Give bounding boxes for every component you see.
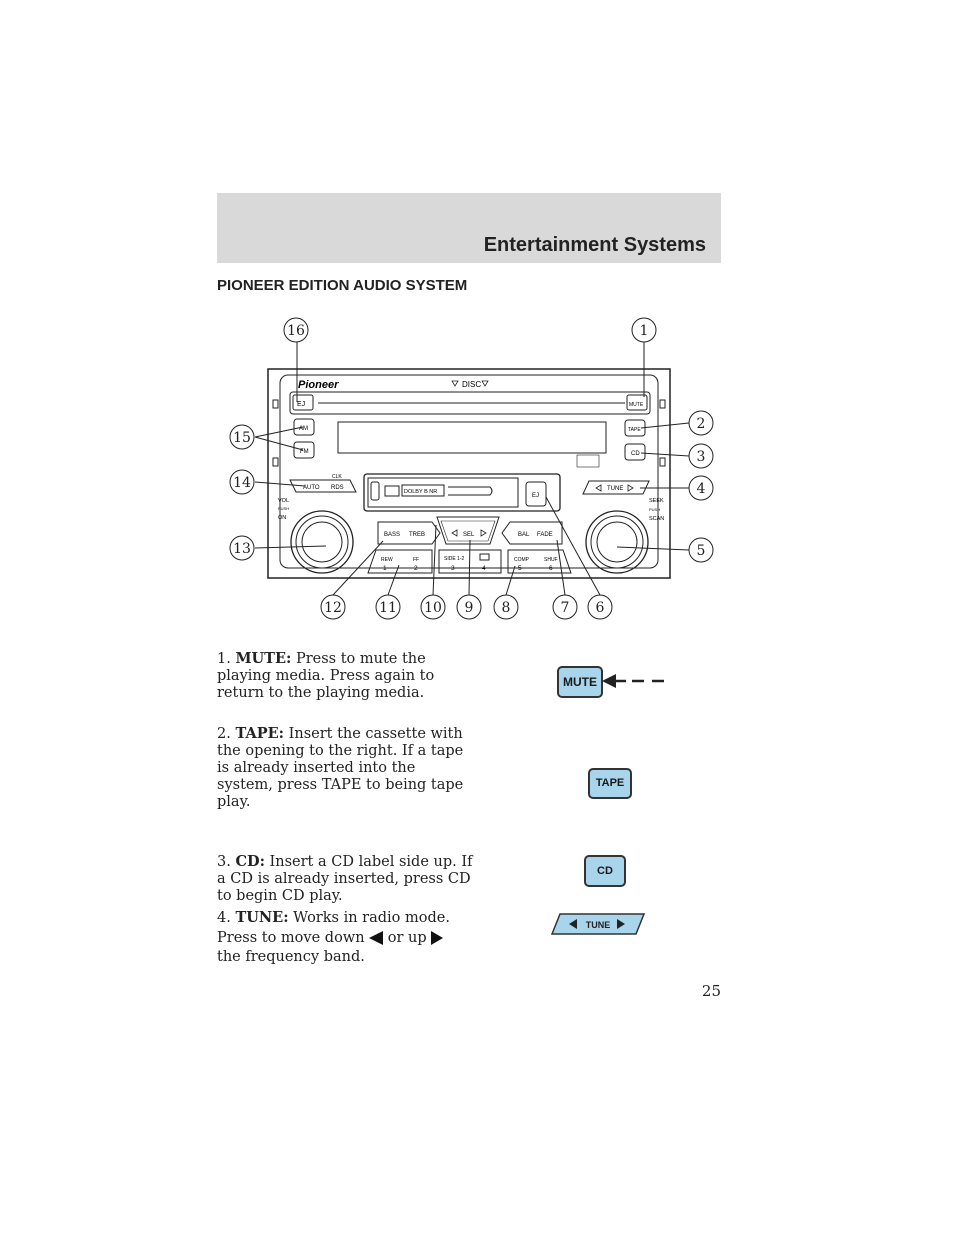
rds-button[interactable]: RDS: [331, 485, 344, 491]
cd-button-illustration: CD: [584, 855, 626, 887]
callout-6: 6: [595, 600, 605, 616]
section-title: PIONEER EDITION AUDIO SYSTEM: [217, 277, 468, 294]
tune-up-arrow-icon: [431, 931, 443, 945]
svg-text:SEEK: SEEK: [649, 498, 664, 504]
mute-button-illustration: MUTE: [557, 666, 603, 698]
page-number: 25: [701, 982, 721, 1000]
compact-disc-logo: [577, 455, 599, 467]
sel-button[interactable]: SEL: [463, 532, 475, 538]
header-bar: [217, 193, 721, 263]
svg-text:CD: CD: [631, 451, 640, 457]
svg-text:TUNE: TUNE: [607, 486, 624, 492]
disc-label: DISC: [462, 380, 482, 389]
svg-text:2: 2: [414, 565, 418, 572]
item-mute-description: 1. MUTE: Press to mute the playing media. Press again to return to the playing media.: [217, 650, 435, 701]
callout-9: 9: [464, 600, 474, 616]
callout-12: 12: [324, 600, 342, 616]
callout-11: 11: [379, 600, 397, 616]
callout-16: 16: [287, 323, 305, 339]
callout-8: 8: [501, 600, 511, 616]
svg-text:SCAN: SCAN: [649, 516, 665, 522]
svg-text:ON: ON: [278, 515, 287, 521]
tune-button-illustration: [550, 912, 646, 936]
item-tune-description: 4. TUNE: Works in radio mode. Press to move down or up the frequency band.: [217, 909, 450, 965]
arrow-left-icon: [600, 672, 670, 690]
callout-14: 14: [233, 475, 251, 491]
item-cd-description: 3. CD: Insert a CD label side up. If a CD is already inserted, press CD to begin CD play.: [217, 853, 473, 904]
svg-text:FM: FM: [300, 449, 309, 455]
callout-15: 15: [233, 430, 251, 446]
svg-text:MUTE: MUTE: [629, 402, 644, 408]
callout-1: 1: [639, 323, 649, 339]
item-tape-description: 2. TAPE: Insert the cassette with the opening to the right. If a tape is already inserted into the system, press TAPE to being tape play.: [217, 725, 464, 810]
svg-text:PUSH: PUSH: [278, 506, 290, 511]
display-window: [338, 422, 606, 453]
page-header-title: Entertainment Systems: [483, 234, 706, 256]
brand-logo: Pioneer: [298, 379, 339, 391]
svg-text:5: 5: [518, 565, 522, 572]
svg-text:1: 1: [383, 565, 387, 572]
svg-text:3: 3: [451, 565, 455, 572]
svg-text:EJ: EJ: [532, 493, 540, 499]
svg-text:FF: FF: [413, 557, 420, 563]
svg-text:4: 4: [482, 565, 486, 572]
fade-button[interactable]: FADE: [537, 532, 553, 538]
tune-down-arrow-icon: [369, 931, 383, 945]
seek-knob[interactable]: [586, 511, 648, 573]
treb-button[interactable]: TREB: [409, 532, 426, 538]
svg-text:CLK: CLK: [332, 474, 342, 480]
svg-text:SIDE 1-2: SIDE 1-2: [444, 556, 465, 562]
svg-text:REW: REW: [381, 557, 393, 563]
callout-10: 10: [424, 600, 442, 616]
volume-knob[interactable]: [291, 511, 353, 573]
auto-button[interactable]: AUTO: [303, 485, 320, 491]
svg-text:6: 6: [549, 565, 553, 572]
svg-text:EJ: EJ: [297, 401, 306, 408]
tape-button-illustration: TAPE: [588, 768, 632, 799]
svg-text:DOLBY B NR: DOLBY B NR: [404, 489, 438, 495]
bass-button[interactable]: BASS: [384, 532, 401, 538]
svg-text:SHUF: SHUF: [544, 557, 558, 563]
preset-1-2: [368, 550, 432, 573]
bal-button[interactable]: BAL: [518, 532, 530, 538]
svg-text:COMP: COMP: [514, 557, 529, 563]
callout-13: 13: [233, 541, 251, 557]
radio-diagram: [217, 305, 721, 635]
callout-7: 7: [560, 600, 570, 616]
callout-4: 4: [696, 481, 706, 497]
svg-text:AM: AM: [299, 426, 308, 432]
callout-2: 2: [696, 416, 706, 432]
callout-5: 5: [696, 543, 706, 559]
svg-text:PUSH: PUSH: [649, 507, 661, 512]
svg-text:TUNE: TUNE: [585, 920, 611, 930]
svg-text:VOL: VOL: [278, 498, 290, 504]
callout-3: 3: [696, 449, 706, 465]
svg-text:TAPE: TAPE: [628, 427, 641, 433]
